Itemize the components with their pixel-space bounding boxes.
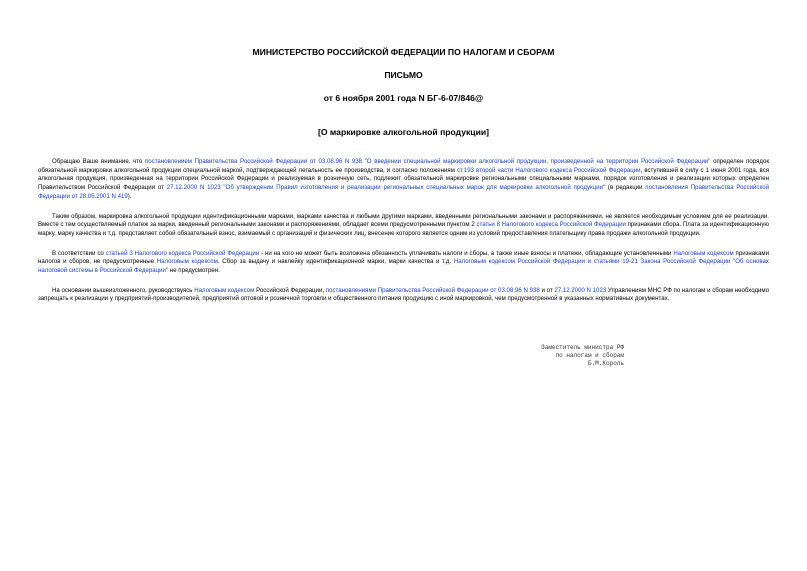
paragraph-3: [38, 250, 769, 276]
paragraph-text: признаками сбора. Плата за идентификационную марку, марку качества и т.д. представляет собой обязательный взнос, взимаемый с организаций и физических лиц, внесение которого является одним из условий предоставления плательщику права продажи алкогольной продукции.: [38, 221, 769, 237]
paragraph-text: , вступившей в силу с 1 июня 2001 года, вся алкогольная продукция, произведенная на территории Российской Федерации и реализуемая в розничную сеть, подлежит обязательной маркировке региональными специальными марками, порядок изготовления и реализации которых определен Правительством Российской Федерации от: [38, 166, 769, 192]
signature-block: [528, 344, 624, 368]
paragraph-text: Российской Федерации,: [254, 286, 326, 294]
document-type-heading: ПИСЬМО: [384, 70, 423, 80]
document-page: [38, 42, 769, 304]
document-link[interactable]: Налоговым кодексом: [156, 258, 218, 266]
signature-position: Заместитель министра РФ: [541, 344, 624, 351]
paragraph-text: Таким образом, маркировка алкогольной продукции идентификационными марками, марками качества и любыми другими марками, введенными региональными законами и распоряжениями, не является необходимым условием для ее реализации. Вместе с тем осуществляемый платеж за марки, введенный региональными законами и распоряжениями, обладает всеми предусмотренными пунктом 2: [38, 212, 769, 229]
paragraph-text: и от: [539, 286, 555, 294]
paragraph-4: [38, 287, 769, 304]
document-link[interactable]: 27.12.2000 N 1023 "Об утверждении Правил изготовления и реализации региональных специальных марок для маркировки алкогольной продукции": [166, 184, 606, 192]
document-link[interactable]: статьи 8 Налогового кодекса Российской Федерации: [476, 221, 626, 229]
paragraph-text: ).: [127, 192, 132, 200]
paragraph-text: (в редакции: [605, 184, 646, 192]
document-link[interactable]: постановлением Правительства Российской Федерации от 03.08.96 N 938 "О введении специальной маркировки алкогольной продукции, произведенной на территории Российской Федерации": [144, 158, 711, 165]
paragraph-text: В соответствии со: [52, 249, 106, 257]
paragraph-text: признаками налогов и сборов, не предусмотренные: [38, 249, 769, 266]
paragraph-text: определен порядок обязательной маркировки алкогольной продукции специальной маркой, подтверждающей легальность ее производства, и согласно положениям: [38, 158, 769, 174]
paragraph-2: [38, 213, 769, 239]
paragraph-text: . Сбор за выдачу и наклейку идентификационной марки, марки качества и т.д.: [217, 258, 454, 266]
paragraph-1: [38, 158, 769, 202]
paragraph-text: Обращаю Ваше внимание, что: [52, 158, 145, 165]
document-link[interactable]: Налоговым кодексом Российской Федерации и статьями 19-21 Закона Российской Федерации "Об основах налоговой системы в Российской Федерации": [38, 258, 769, 275]
paragraph-text: не предусмотрен.: [168, 267, 220, 275]
signature-name: Б.М.Король: [587, 360, 624, 367]
paragraph-text: На основании вышеизложенного, руководствуясь: [52, 286, 195, 294]
signature-department: по налогам и сборам: [555, 352, 624, 359]
document-link[interactable]: статьей 3 Налогового кодекса Российской Федерации: [105, 249, 260, 257]
document-subject: [О маркировке алкогольной продукции]: [318, 127, 489, 137]
paragraph-text: Управлениям МНС РФ по налогам и сборам необходимо запрещать к реализации у предприятий-производителей, предприятий оптовой и розничной торговли и общественного питания продукцию с иной маркировкой, чем предусмотренной в указанных нормативных документах.: [38, 286, 769, 303]
document-link[interactable]: 27.12.2000 N 1023: [554, 286, 607, 294]
document-link[interactable]: Налоговым кодексом: [194, 286, 255, 294]
document-date-number: от 6 ноября 2001 года N БГ-6-07/846@: [323, 93, 484, 103]
document-link[interactable]: постановления Правительства Российской Федерации от 28.05.2001 N 419: [38, 184, 770, 200]
paragraph-text: - ни на кого не может быть возложена обязанность уплачивать налоги и сборы, а также иные взносы и платежи, обладающие установленными: [259, 249, 674, 257]
document-link[interactable]: ст.193 второй части Налогового кодекса Российской Федерации: [456, 166, 641, 174]
document-link[interactable]: постановлениями Правительства Российской Федерации от 03.08.96 N 938: [325, 286, 540, 294]
ministry-heading: МИНИСТЕРСТВО РОССИЙСКОЙ ФЕДЕРАЦИИ ПО НАЛОГАМ И СБОРАМ: [252, 47, 555, 57]
document-link[interactable]: Налоговым кодексом: [673, 249, 734, 257]
